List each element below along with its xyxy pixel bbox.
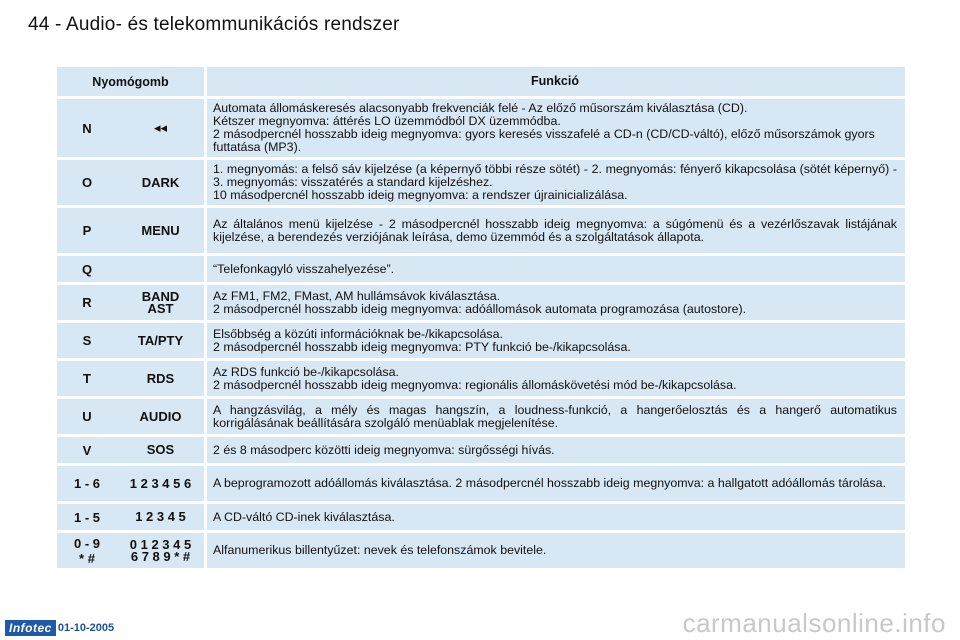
button-cell xyxy=(57,533,204,568)
page-title: 44 - Audio- és telekommunikációs rendszer xyxy=(28,14,400,35)
function-cell xyxy=(207,208,905,253)
function-text: Alfanumerikus billentyűzet: nevek és telefonszámok bevitele. xyxy=(213,543,547,557)
function-text: Elsőbbség a közúti információknak be-/kikapcsolása. 2 másodpercnél hosszabb ideig megnyomva: PTY funkció be-/kikapcsolása. xyxy=(213,326,631,354)
key-letter: N xyxy=(82,120,92,136)
function-cell xyxy=(207,323,905,358)
button-cell xyxy=(57,285,204,320)
infotec-logo: Infotec xyxy=(5,620,56,636)
key-letter: 0 - 9 * # xyxy=(73,535,100,566)
button-name: SOS xyxy=(146,442,175,457)
button-cell xyxy=(57,504,204,530)
button-cell xyxy=(57,437,204,463)
button-name: 1 2 3 4 5 xyxy=(135,509,186,524)
table-row xyxy=(57,399,905,434)
function-cell xyxy=(207,160,905,205)
function-text: Automata állomáskeresés alacsonyabb frekvenciák felé - Az előző műsorszám kiválasztása (CD). Kétszer megnyomva: áttérés LO üzemmódból DX üzemmódba. 2 másodpercnél hosszabb ideig megnyomva: gyors keresés visszafelé a CD-n (CD/CD-váltó), előző műsorszámok gyors futtatása (MP3). xyxy=(213,101,875,154)
table-row xyxy=(57,99,905,157)
column-header-function: Funkció xyxy=(207,67,905,96)
column-header-button: Nyomógomb xyxy=(57,67,204,96)
table-row xyxy=(57,160,905,205)
table-row xyxy=(57,323,905,358)
table-row xyxy=(57,208,905,253)
table-row xyxy=(57,533,905,568)
key-letter: U xyxy=(82,409,92,424)
function-text: 1. megnyomás: a felső sáv kijelzése (a képernyő többi része sötét) - 2. megnyomás: fényerő kikapcsolása (sötét képernyő) - 3. megnyomás: visszatérés a standard kijelzéshez. 10 másodpercnél hosszabb ideig megnyomva: a rendszer újrainicializálása. xyxy=(213,162,897,202)
key-letter: V xyxy=(82,442,92,458)
button-cell xyxy=(57,323,204,358)
function-cell xyxy=(207,256,905,282)
function-text: Az RDS funkció be-/kikapcsolása. 2 másodpercnél hosszabb ideig megnyomva: regionális állomáskövetési mód be-/kikapcsolása. xyxy=(213,364,737,392)
button-name: RDS xyxy=(146,370,175,386)
key-letter: 1 - 5 xyxy=(73,509,100,525)
function-text: A hangzásvilág, a mély és magas hangszín, a loudness-funkció, a hangerőelosztás és a hangerő automatikus korrigálásának beállítására szolgáló menüablak megjelenítése. xyxy=(213,402,897,430)
controls-table xyxy=(57,67,905,568)
button-cell xyxy=(57,99,204,157)
button-cell xyxy=(57,256,204,282)
button-cell xyxy=(57,466,204,501)
button-cell xyxy=(57,208,204,253)
footer xyxy=(5,620,114,636)
key-letter: 1 - 6 xyxy=(73,476,100,491)
key-letter: T xyxy=(83,371,91,386)
function-cell xyxy=(207,437,905,463)
table-row xyxy=(57,285,905,320)
function-text: Az FM1, FM2, FMast, AM hullámsávok kiválasztása. 2 másodpercnél hosszabb ideig megnyomva: adóállomások automata programozása (autostore). xyxy=(213,288,747,316)
table-row xyxy=(57,437,905,463)
button-name: DARK xyxy=(141,174,180,190)
function-cell xyxy=(207,99,905,157)
table-row xyxy=(57,361,905,396)
button-name: 1 2 3 4 5 6 xyxy=(129,475,192,491)
function-cell xyxy=(207,533,905,568)
table-body xyxy=(57,99,905,568)
table-header-row xyxy=(57,67,905,96)
key-letter: P xyxy=(82,223,92,238)
button-name: AUDIO xyxy=(139,408,182,424)
button-cell xyxy=(57,160,204,205)
table-row xyxy=(57,504,905,530)
function-text: A beprogramozott adóállomás kiválasztása. 2 másodpercnél hosszabb ideig megnyomva: a hallgatott adóállomás tárolása. xyxy=(213,476,886,490)
table-row xyxy=(57,466,905,501)
rewind-icon: ◂◂ xyxy=(153,120,168,135)
button-name: 0 1 2 3 4 5 6 7 8 9 * # xyxy=(129,536,192,564)
function-cell xyxy=(207,361,905,396)
button-cell xyxy=(57,399,204,434)
function-cell xyxy=(207,504,905,530)
button-cell xyxy=(57,361,204,396)
function-cell xyxy=(207,399,905,434)
button-name: TA/PTY xyxy=(137,332,184,348)
function-text: Az általános menü kijelzése - 2 másodpercnél hosszabb ideig megnyomva: a súgómenü és a vezérlőszavak listájának kijelzése, a berendezés verziójának leírása, demo üzemmód és a szolgáltatások állapota. xyxy=(213,216,897,244)
watermark: carmanualsonline.info xyxy=(682,608,946,638)
function-text: A CD-váltó CD-inek kiválasztása. xyxy=(213,509,395,524)
function-text: 2 és 8 másodperc közötti ideig megnyomva: sürgősségi hívás. xyxy=(213,442,555,457)
button-name: BAND AST xyxy=(141,288,180,316)
function-cell xyxy=(207,466,905,501)
button-name: MENU xyxy=(141,222,180,238)
table-row xyxy=(57,256,905,282)
function-text: “Telefonkagyló visszahelyezése”. xyxy=(213,261,395,276)
key-letter: S xyxy=(82,333,92,348)
key-letter: O xyxy=(81,175,93,190)
key-letter: Q xyxy=(81,261,93,277)
function-cell xyxy=(207,285,905,320)
footer-date: 01-10-2005 xyxy=(57,622,115,634)
key-letter: R xyxy=(82,295,92,310)
